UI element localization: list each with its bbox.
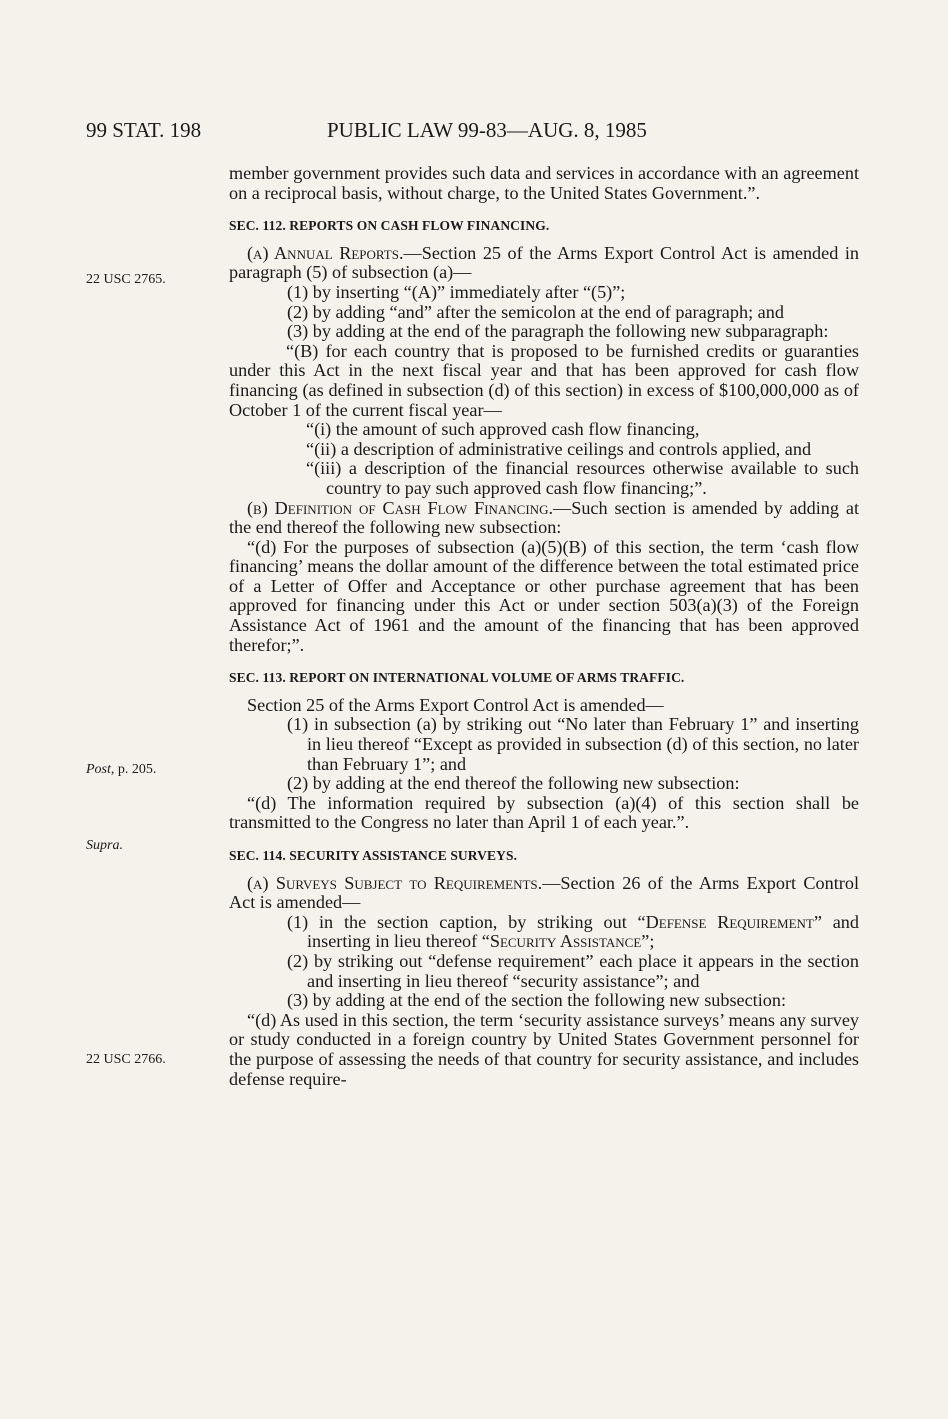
s113-d: “(d) The information required by subsection (a)(4) of this section shall be transmitted to the Congress no later than April 1 of each year.”. [229, 792, 859, 833]
s114-a [229, 874, 859, 913]
s114-1-part-e: ”; [641, 931, 655, 952]
s114-d: “(d) As used in this section, the term ‘security assistance surveys’ means any survey or study conducted in a foreign country by United States Government personnel for the purpose of assessing the needs of that country for security assistance, and includes defense require- [229, 1009, 859, 1089]
page-number: 99 STAT. 198 [86, 118, 202, 142]
intro-paragraph: member government provides such data and services in accordance with an agreement on a reciprocal basis, without charge, to the United States Government.”. [229, 163, 859, 203]
s114-1-part-d: Security Assistance [489, 931, 642, 952]
section-113-heading: SEC. 113. REPORT ON INTERNATIONAL VOLUME OF ARMS TRAFFIC. [229, 670, 685, 686]
s114-2: (2) by striking out “defense requirement” each place it appears in the section and inserting in lieu thereof “security assistance”; and [287, 950, 859, 991]
s112-a-2: (2) by adding “and” after the semicolon at the end of paragraph; and [287, 301, 784, 322]
s112-a-text: —Section 25 of the Arms Export Control Act is amended in paragraph (5) of subsection (a)— [229, 242, 859, 283]
margin-supra: Supra. [86, 838, 123, 853]
margin-post-label: Post, [86, 762, 115, 777]
s114-a-text: —Section 26 of the Arms Export Control Act is amended— [229, 872, 859, 913]
page-header [0, 118, 948, 148]
s112-a-1: (1) by inserting “(A)” immediately after “(5)”; [287, 281, 626, 302]
body-text [229, 164, 859, 1089]
s113-1: (1) in subsection (a) by striking out “No later than February 1” and inserting in lieu thereof “Except as provided in subsection (d) of this section, no later than February 1”; and [287, 714, 859, 774]
s114-1 [229, 913, 859, 952]
s112-a-B: “(B) for each country that is proposed to be furnished credits or guaranties under this Act in the next fiscal year and that has been approved for cash flow financing (as defined in subsection (d) of this section) in excess of $100,000,000 as of October 1 of the current fiscal year— [229, 340, 859, 420]
s112-a-i: “(i) the amount of such approved cash flow financing, [306, 419, 700, 440]
margin-citation-2766: 22 USC 2766. [86, 1052, 166, 1067]
s114-1-part-a: (1) in the section caption, by striking out “ [287, 911, 646, 932]
running-title: PUBLIC LAW 99-83—AUG. 8, 1985 [327, 118, 647, 142]
s112-b-label: (b) Definition of Cash Flow Financing. [247, 497, 554, 518]
s112-b-text: —Such section is amended by adding at the end thereof the following new subsection: [229, 497, 859, 538]
s114-a-label: (a) Surveys Subject to Requirements. [247, 872, 543, 893]
section-114-heading: SEC. 114. SECURITY ASSISTANCE SURVEYS. [229, 848, 518, 863]
s112-a [229, 244, 859, 283]
s114-1-part-b: Defense Requirement [645, 911, 814, 932]
s114-3: (3) by adding at the end of the section the following new subsection: [287, 990, 787, 1011]
s114-1-part-c: ” and inserting in lieu thereof “ [307, 911, 859, 952]
s113-2: (2) by adding at the end thereof the following new subsection: [287, 773, 740, 794]
s112-b [229, 499, 859, 538]
s112-a-3: (3) by adding at the end of the paragraph the following new subparagraph: [287, 321, 829, 342]
s112-a-iii: “(iii) a description of the financial resources otherwise available to such country to pay such approved cash flow financing;”. [306, 458, 859, 498]
s112-a-ii: “(ii) a description of administrative ceilings and controls applied, and [306, 438, 812, 459]
s113-intro: Section 25 of the Arms Export Control Act is amended— [247, 694, 664, 715]
s112-a-label: (a) Annual Reports. [247, 242, 404, 263]
section-112-heading: SEC. 112. REPORTS ON CASH FLOW FINANCING. [229, 218, 550, 234]
margin-citation-2765: 22 USC 2765. [86, 272, 166, 287]
s112-b-d: “(d) For the purposes of subsection (a)(5)(B) of this section, the term ‘cash flow financing’ means the dollar amount of the difference between the total estimated price of a Letter of Offer and Acceptance or other purchase agreement that has been approved for financing under this Act or under section 503(a)(3) of the Foreign Assistance Act of 1961 and the amount of the financing that has been approved therefor;”. [229, 536, 859, 655]
margin-cross-reference [86, 762, 156, 778]
margin-post-page: p. 205. [114, 762, 157, 777]
